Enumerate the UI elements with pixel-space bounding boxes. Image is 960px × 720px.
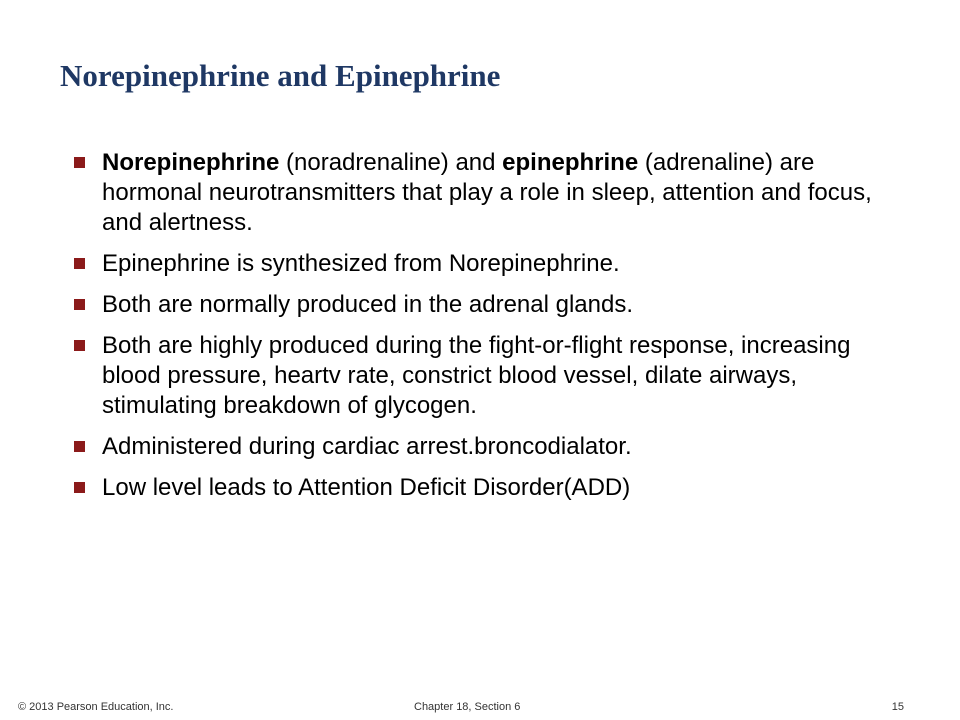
footer-chapter: Chapter 18, Section 6 (414, 701, 521, 713)
square-bullet-icon (74, 299, 85, 310)
bullet-text: Both are normally produced in the adrenal glands. (102, 291, 633, 318)
bullet-text: Epinephrine is synthesized from Norepinephrine. (102, 250, 620, 277)
bold-term: epinephrine (502, 149, 639, 176)
square-bullet-icon (74, 340, 85, 351)
footer-page-number: 15 (891, 701, 904, 713)
bullet-item (74, 249, 914, 279)
square-bullet-icon (74, 482, 85, 493)
bullet-text (102, 149, 872, 236)
bullet-list (74, 148, 914, 514)
square-bullet-icon (74, 258, 85, 269)
bullet-item (74, 148, 914, 238)
bullet-item (74, 432, 914, 462)
bullet-item (74, 331, 914, 421)
bullet-text-run: (adrenaline) are hormonal neurotransmitters that play a role in sleep, attention and focus, and alertness. (102, 149, 872, 236)
bullet-text-run: (noradrenaline) and (279, 149, 503, 176)
square-bullet-icon (74, 441, 85, 452)
slide-title: Norepinephrine and Epinephrine (60, 58, 501, 93)
footer-copyright: © 2013 Pearson Education, Inc. (18, 701, 174, 713)
bullet-item (74, 473, 914, 503)
bullet-item (74, 290, 914, 320)
bullet-text: Administered during cardiac arrest.broncodialator. (102, 433, 632, 460)
bold-term: Norepinephrine (102, 149, 280, 176)
bullet-text: Both are highly produced during the fight-or-flight response, increasing blood pressure, heartv rate, constrict blood vessel, dilate airways, stimulating breakdown of glycogen. (102, 332, 851, 419)
bullet-text: Low level leads to Attention Deficit Disorder(ADD) (102, 474, 631, 501)
square-bullet-icon (74, 157, 85, 168)
